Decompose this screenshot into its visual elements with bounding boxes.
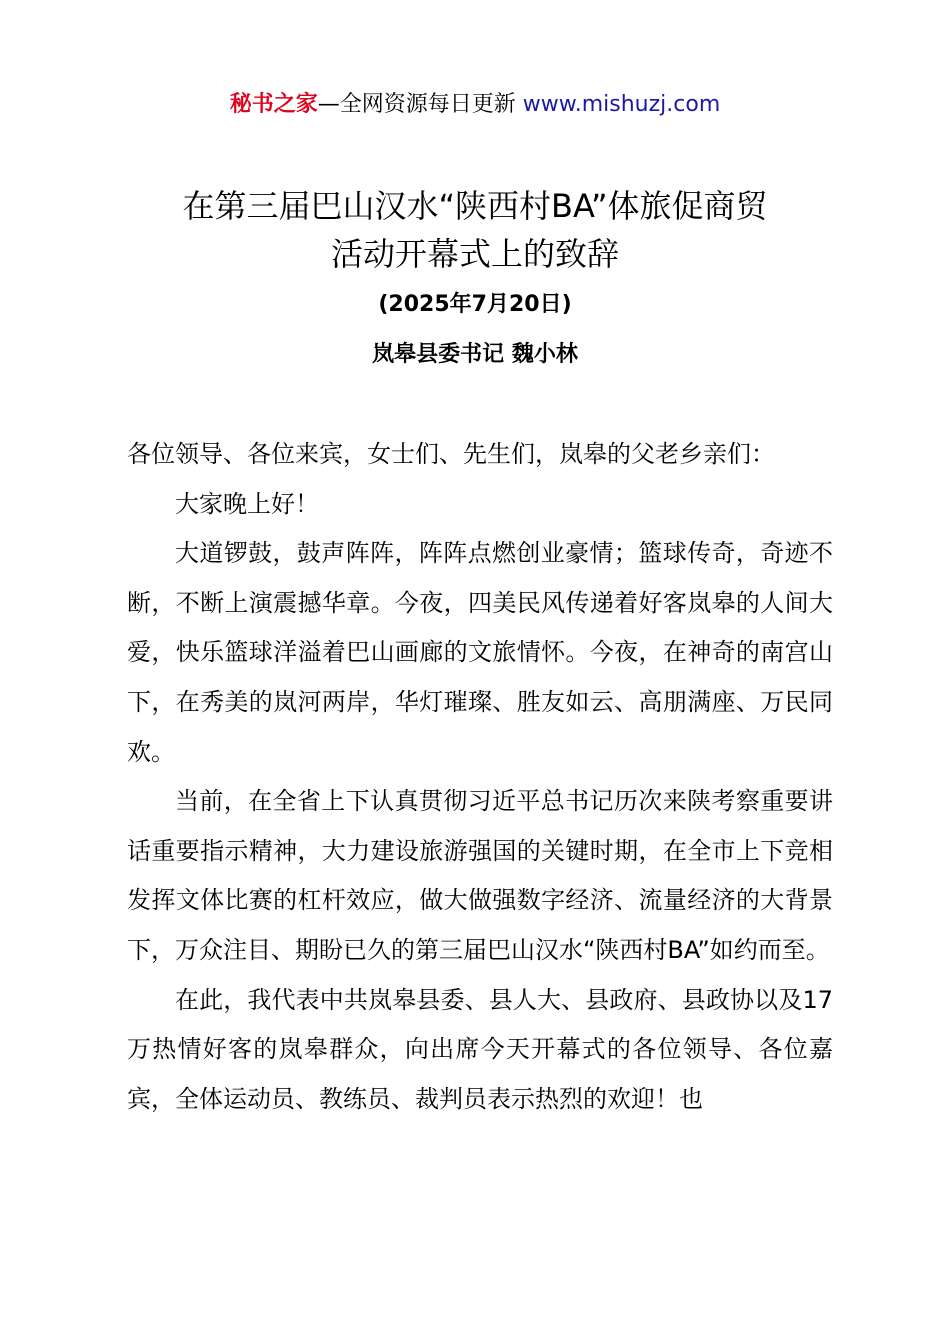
body-paragraph: 在此，我代表中共岚皋县委、县人大、县政府、县政协以及17万热情好客的岚皋群众，向出席今天开幕式的各位领导、各位嘉宾，全体运动员、教练员、裁判员表示热烈的欢迎！也 — [127, 985, 833, 1113]
document-title-line-2: 活动开幕式上的致辞 — [330, 235, 619, 273]
site-brand: 秘书之家 — [229, 92, 318, 117]
document-title — [100, 182, 850, 278]
document-body — [127, 430, 833, 1124]
site-tagline: —全网资源每日更新 — [317, 92, 523, 117]
body-paragraph: 当前，在全省上下认真贯彻习近平总书记历次来陕考察重要讲话重要指示精神，大力建设旅游强国的关键时期，在全市上下竞相发挥文体比赛的杠杆效应，做大做强数字经济、流量经济的大背景下，万众注目、期盼已久的第三届巴山汉水“陕西村BA”如约而至。 — [127, 787, 833, 964]
site-header — [0, 88, 950, 122]
document-date: (2025年7月20日) — [378, 292, 572, 317]
salutation-paragraph: 各位领导、各位来宾，女士们、先生们，岚皋的父老乡亲们： — [127, 440, 775, 468]
greeting-paragraph: 大家晚上好！ — [175, 489, 319, 518]
site-url-link[interactable]: www.mishuzj.com — [522, 92, 721, 117]
body-paragraph: 大道锣鼓，鼓声阵阵，阵阵点燃创业豪情；篮球传奇，奇迹不断，不断上演震撼华章。今夜，四美民风传递着好客岚皋的人间大爱，快乐篮球洋溢着巴山画廊的文旅情怀。今夜，在神奇的南宫山下，在秀美的岚河两岸，华灯璀璨、胜友如云、高朋满座、万民同欢。 — [127, 539, 833, 766]
document-author: 岚皋县委书记 魏小林 — [372, 342, 578, 367]
document-title-line-1: 在第三届巴山汉水“陕西村BA”体旅促商贸 — [182, 187, 768, 225]
